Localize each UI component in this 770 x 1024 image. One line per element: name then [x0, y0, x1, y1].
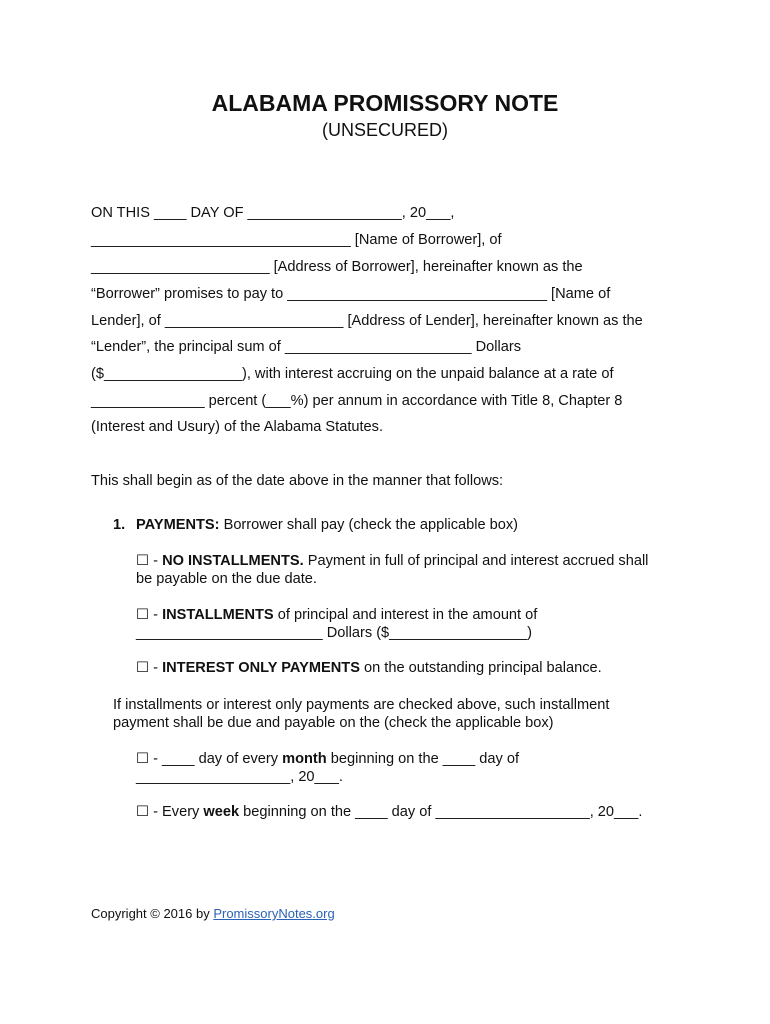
copyright-text: Copyright © 2016 by: [91, 906, 214, 921]
intro-line: “Borrower” promises to pay to ________________________________ [Name of: [91, 286, 611, 302]
option-text: ☐ - Every: [136, 804, 204, 820]
intro-line: (Interest and Usury) of the Alabama Statutes.: [91, 419, 384, 435]
intro-line: Lender], of ______________________ [Address of Lender], hereinafter known as the: [91, 313, 643, 329]
checkbox-icon[interactable]: ☐ -: [136, 607, 163, 623]
option-text-continued: ___________________, 20___.: [136, 769, 343, 785]
option-label-bold: NO INSTALLMENTS.: [162, 553, 304, 569]
option-text-continued: _______________________ Dollars ($_________________): [136, 625, 533, 641]
schedule-intro-line: If installments or interest only payments are checked above, such installment: [113, 697, 610, 713]
promissorynotes-link[interactable]: PromissoryNotes.org: [213, 906, 335, 921]
begin-line: This shall begin as of the date above in the manner that follows:: [91, 473, 504, 489]
intro-line: “Lender”, the principal sum of _______________________ Dollars: [91, 339, 522, 355]
checkbox-icon[interactable]: ☐ -: [136, 553, 163, 569]
option-label-bold: month: [282, 751, 327, 767]
option-text: beginning on the ____ day of ___________________, 20___.: [239, 804, 643, 820]
intro-line: ($_________________), with interest accruing on the unpaid balance at a rate of: [91, 366, 614, 382]
option-text: on the outstanding principal balance.: [359, 660, 602, 676]
section-heading: [136, 516, 518, 534]
section-heading-rest: Borrower shall pay (check the applicable box): [219, 517, 519, 533]
option-label-bold: INSTALLMENTS: [162, 607, 274, 623]
option-installments[interactable]: [136, 606, 537, 624]
option-label-bold: INTEREST ONLY PAYMENTS: [162, 660, 360, 676]
document-subtitle: (UNSECURED): [322, 120, 448, 140]
intro-line: ________________________________ [Name of Borrower], of: [91, 232, 502, 248]
intro-line: ______________ percent (___%) per annum in accordance with Title 8, Chapter 8: [91, 393, 623, 409]
option-text: ☐ - ____ day of every: [136, 751, 283, 767]
option-text: of principal and interest in the amount of: [273, 607, 538, 623]
section-heading-bold: PAYMENTS:: [136, 517, 220, 533]
copyright-footer: [91, 905, 335, 923]
option-monthly[interactable]: [136, 750, 519, 768]
intro-line: ______________________ [Address of Borrower], hereinafter known as the: [91, 259, 583, 275]
option-no-installments[interactable]: [136, 552, 648, 570]
option-text: Payment in full of principal and interest accrued shall: [303, 553, 649, 569]
schedule-intro-line: payment shall be due and payable on the (check the applicable box): [113, 715, 554, 731]
option-weekly[interactable]: [136, 803, 642, 821]
option-text: beginning on the ____ day of: [326, 751, 520, 767]
checkbox-icon[interactable]: ☐ -: [136, 660, 163, 676]
document-title: ALABAMA PROMISSORY NOTE: [211, 90, 559, 116]
intro-line: ON THIS ____ DAY OF ___________________, 20___,: [91, 205, 455, 221]
option-label-bold: week: [203, 804, 240, 820]
option-interest-only[interactable]: [136, 659, 602, 677]
option-text-continued: be payable on the due date.: [136, 571, 317, 587]
section-number: 1.: [113, 517, 126, 533]
